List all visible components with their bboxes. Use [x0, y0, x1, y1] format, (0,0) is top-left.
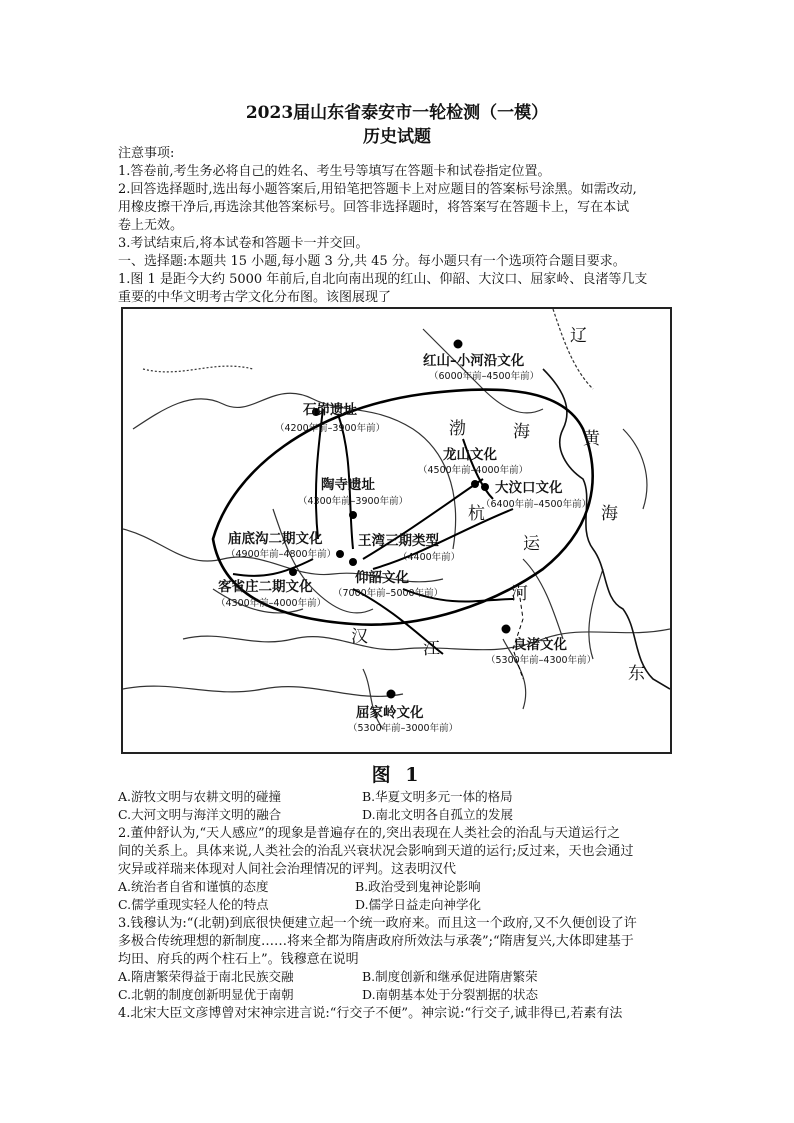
site-date: （6400年前–4500年前）: [481, 499, 592, 510]
q1-option-d[interactable]: D.南北文明各自孤立的发展: [362, 807, 514, 822]
q2-option-a[interactable]: A.统治者自省和谨慎的态度: [118, 879, 269, 894]
map-char: 海: [601, 504, 618, 524]
q2-option-c[interactable]: C.儒学重现实轻人伦的特点: [118, 897, 269, 912]
q3-stem: 均田、府兵的两个柱石上”。钱穆意在说明: [118, 952, 359, 967]
q1-stem: 1.图 1 是距今大约 5000 年前后,自北向南出现的红山、仰韶、大汶口、屈家岭、良渚等几支: [118, 272, 648, 287]
map-char: 东: [628, 664, 645, 684]
map-char: 海: [513, 422, 530, 442]
site-date: （4900年前–4800年前）: [226, 549, 337, 560]
site-name: 龙山文化: [443, 447, 497, 463]
site-dot-longshan: [471, 480, 479, 488]
site-name: 客省庄二期文化: [218, 579, 313, 595]
section-heading: 一、选择题:本题共 15 小题,每小题 3 分,共 45 分。每小题只有一个选项符合题目要求。: [118, 254, 626, 269]
map-svg: [123, 309, 670, 752]
site-dot-dawenkou: [481, 483, 489, 491]
notes-heading: 注意事项:: [118, 146, 175, 161]
site-date: （4500年前–4000年前）: [418, 465, 529, 476]
q2-stem: 2.董仲舒认为,“天人感应”的现象是普遍存在的,突出表现在人类社会的治乱与天道运行之: [118, 826, 620, 841]
site-name: 大汶口文化: [495, 480, 563, 496]
site-dot-taosi: [349, 511, 357, 519]
notes-line: 卷上无效。: [118, 218, 184, 233]
site-dot-miaodigou: [289, 568, 297, 576]
site-date: （6000年前–4500年前）: [429, 371, 540, 382]
site-dot-liangzhu: [502, 625, 511, 634]
q1-stem: 重要的中华文明考古学文化分布图。该图展现了: [118, 290, 392, 305]
notes-line: 用橡皮擦干净后,再选涂其他答案标号。回答非选择题时，将答案写在答题卡上，写在本试: [118, 200, 630, 215]
exam-title: 2023届山东省泰安市一轮检测（一模）: [245, 103, 549, 123]
site-dot-wangwan: [336, 550, 344, 558]
site-name: 庙底沟二期文化: [228, 531, 323, 547]
q2-option-d[interactable]: D.儒学日益走向神学化: [355, 897, 482, 912]
site-date: （5300年前–4300年前）: [486, 655, 597, 666]
q2-stem: 灾异或祥瑞来体现对人间社会治理情况的评判。这表明汉代: [118, 862, 457, 877]
notes-line: 1.答卷前,考生务必将自己的姓名、考生号等填写在答题卡和试卷指定位置。: [118, 164, 551, 179]
map-char: 江: [423, 639, 440, 659]
site-name: 王湾三期类型: [358, 533, 439, 549]
figure-label: 图 1: [371, 764, 423, 786]
site-name: 屈家岭文化: [356, 705, 424, 721]
site-name: 良渚文化: [513, 637, 567, 653]
site-dot-hongshan: [454, 340, 463, 349]
site-name: 仰韶文化: [355, 570, 409, 586]
q1-option-c[interactable]: C.大河文明与海洋文明的融合: [118, 807, 282, 822]
site-dot-qujialing: [387, 690, 396, 699]
q2-option-b[interactable]: B.政治受到鬼神论影响: [355, 879, 481, 894]
q1-option-a[interactable]: A.游牧文明与农耕文明的碰撞: [118, 789, 282, 804]
map-char: 辽: [570, 326, 587, 346]
q3-option-c[interactable]: C.北朝的制度创新明显优于南朝: [118, 987, 294, 1002]
site-date: （4300年前–4000年前）: [216, 598, 327, 609]
notes-line: 2.回答选择题时,选出每小题答案后,用铅笔把答题卡上对应题目的答案标号涂黑。如需改动,: [118, 182, 637, 197]
site-name: 红山–小河沿文化: [423, 353, 525, 369]
site-date: （4400年前）: [398, 552, 461, 563]
site-dot-yangshao: [349, 558, 357, 566]
notes-line: 3.考试结束后,将本试卷和答题卡一并交回。: [118, 236, 369, 251]
culture-distribution-map: [121, 307, 672, 754]
site-date: （4300年前–3900年前）: [298, 496, 409, 507]
q3-option-d[interactable]: D.南朝基本处于分裂割据的状态: [362, 987, 539, 1002]
map-char: 杭: [468, 504, 485, 524]
site-name: 陶寺遗址: [321, 477, 375, 493]
q3-option-b[interactable]: B.制度创新和继承促进隋唐繁荣: [362, 969, 538, 984]
map-rivers: [123, 309, 670, 729]
q4-stem: 4.北宋大臣文彦博曾对宋神宗进言说:“行交子不便”。神宗说:“行交子,诚非得已,若素有法: [118, 1006, 623, 1021]
q1-option-b[interactable]: B.华夏文明多元一体的格局: [362, 789, 513, 804]
exam-subject: 历史试题: [363, 127, 431, 147]
site-name: 石峁遗址: [303, 402, 357, 418]
q3-option-a[interactable]: A.隋唐繁荣得益于南北民族交融: [118, 969, 294, 984]
map-char: 运: [523, 534, 540, 554]
map-char: 河: [511, 584, 528, 604]
q3-stem: 3.钱穆认为:“(北朝)到底很快便建立起一个统一政府来。而且这一个政府,又不久便创设了许: [118, 916, 637, 931]
q3-stem: 多极合传统理想的新制度……将来全都为隋唐政府所效法与承袭”;“隋唐复兴,大体即建基于: [118, 934, 634, 949]
site-date: （7000年前–5000年前）: [333, 588, 444, 599]
q2-stem: 间的关系上。具体来说,人类社会的治乱兴衰状况会影响到天道的运行;反过来，天也会通过: [118, 844, 634, 859]
site-date: （4200年前–3900年前）: [275, 423, 386, 434]
map-char: 黄: [583, 429, 600, 449]
map-char: 汉: [351, 627, 368, 647]
site-date: （5300年前–3000年前）: [348, 723, 459, 734]
map-char: 渤: [449, 419, 466, 439]
